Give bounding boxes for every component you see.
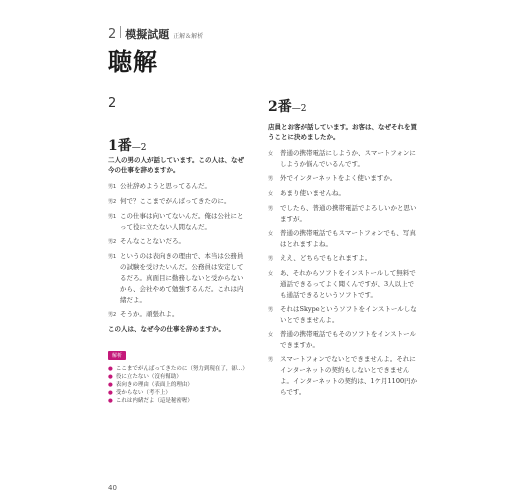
line-text: 普通の携帯電話でもそのソフトをインストールできますか。 xyxy=(280,330,417,349)
speaker-label: 女 xyxy=(268,271,274,277)
line-text: 普通の携帯電話でもスマートフォンでも、写真はとれますよね。 xyxy=(280,229,416,248)
page-title: 聴解 xyxy=(108,47,158,76)
vocab-item xyxy=(108,381,248,389)
analysis-box xyxy=(108,342,248,405)
vocab-text: 表向きの理由（表面上的理由） xyxy=(115,382,193,388)
vocab-text: これは内緒だよ（這是秘密喔） xyxy=(115,398,193,404)
speaker-label: 女 xyxy=(268,191,274,197)
header-divider xyxy=(120,26,121,38)
dialogue-line xyxy=(268,188,418,200)
line-text: そうか。頑張れよ。 xyxy=(120,310,179,318)
dialogue-line xyxy=(268,253,418,265)
question-2-label: 2番 xyxy=(268,99,292,115)
question-1-suffix: —2 xyxy=(131,143,147,153)
speaker-label: 女 xyxy=(268,231,274,237)
vocab-text: 受からない（考不上） xyxy=(115,390,171,396)
question-2-dialogue xyxy=(268,148,418,398)
speaker-label: 男1 xyxy=(108,184,117,190)
bullet-icon: ● xyxy=(108,398,113,404)
dialogue-line xyxy=(268,304,418,326)
vocab-list xyxy=(108,365,248,405)
page-number: 40 xyxy=(108,484,117,492)
speaker-label: 男 xyxy=(268,256,274,262)
line-text: あ、それからソフトをインストールして無料で通話できるってよく聞くんですが、3人以上でも通話できるというソフトです。 xyxy=(280,269,416,299)
section-subtitle: 正解＆解析 xyxy=(173,33,204,40)
question-2-intro: 店員とお客が話しています。お客は、なぜそれを買うことに決めましたか。 xyxy=(268,123,417,141)
vocab-item xyxy=(108,389,248,397)
bullet-icon: ● xyxy=(108,374,113,380)
question-1-intro: 二人の男の人が話しています。この人は、なぜ今の仕事を辞めますか。 xyxy=(108,156,244,174)
speaker-label: 男1 xyxy=(108,254,117,260)
speaker-label: 男 xyxy=(268,307,274,313)
line-text: スマートフォンでないとできませんよ。それにインターネットの契約もしないとできませんよ。インターネットの契約は、1ケ月1100円からです。 xyxy=(280,355,418,396)
question-2-suffix: —2 xyxy=(291,104,307,114)
line-text: この仕事は向いてないんだ。俺は公社にとって役に立たない人間なんだ。 xyxy=(120,212,244,231)
line-text: 公社辞めようと思ってるんだ。 xyxy=(120,182,211,190)
dialogue-line xyxy=(108,309,248,321)
dialogue-line xyxy=(108,211,248,233)
right-column xyxy=(268,96,418,401)
question-2-heading xyxy=(268,96,418,116)
question-group-number: 2 xyxy=(108,96,117,111)
dialogue-line xyxy=(108,236,248,248)
question-1-heading xyxy=(108,135,248,155)
line-text: 何で？ここまでがんばってきたのに。 xyxy=(120,197,231,205)
line-text: ええ、どちらでもとれますよ。 xyxy=(280,254,372,262)
vocab-text: ここまでがんばってきたのに（努力到現在了，卻…） xyxy=(115,366,248,372)
bullet-icon: ● xyxy=(108,382,113,388)
line-text: というのは表向きの理由で、本当は公務員の試験を受けたいんだ。公務員は安定してるだろ。真面目に勤務しないと受からないから、会社やめて勉強するんだ。これは内緒だよ。 xyxy=(120,252,244,304)
section-number: 2 xyxy=(108,27,117,42)
question-1-label: 1番 xyxy=(108,138,132,154)
dialogue-line xyxy=(268,228,418,250)
dialogue-line xyxy=(108,251,248,306)
line-text: 外でインターネットをよく使いますか。 xyxy=(280,174,397,182)
line-text: それはSkypeというソフトをインストールしないとできませんよ。 xyxy=(280,305,417,324)
dialogue-line xyxy=(268,268,418,301)
dialogue-line xyxy=(268,173,418,185)
left-column xyxy=(108,96,248,405)
speaker-label: 男 xyxy=(268,176,274,182)
vocab-item xyxy=(108,397,248,405)
vocab-item xyxy=(108,373,248,381)
dialogue-line xyxy=(268,148,418,170)
dialogue-line xyxy=(108,181,248,193)
section-title: 模擬試題 xyxy=(125,28,170,41)
dialogue-line xyxy=(108,196,248,208)
speaker-label: 男 xyxy=(268,357,274,363)
speaker-label: 男2 xyxy=(108,312,117,318)
vocab-item xyxy=(108,365,248,373)
speaker-label: 女 xyxy=(268,332,274,338)
question-1-question: この人は、なぜ今の仕事を辞めますか。 xyxy=(108,325,225,333)
vocab-text: 役に立たない（沒有幫助） xyxy=(115,374,182,380)
speaker-label: 男1 xyxy=(108,214,117,220)
line-text: でしたら、普通の携帯電話でよろしいかと思いますが。 xyxy=(280,204,417,223)
line-text: あまり使いませんね。 xyxy=(280,189,345,197)
line-text: そんなことないだろ。 xyxy=(120,237,185,245)
bullet-icon: ● xyxy=(108,390,113,396)
analysis-tag: 解析 xyxy=(108,351,126,360)
line-text: 普通の携帯電話にしようか、スマートフォンにしようか悩んでいるんです。 xyxy=(280,149,416,168)
dialogue-line xyxy=(268,354,418,398)
speaker-label: 男2 xyxy=(108,239,117,245)
question-1-dialogue xyxy=(108,181,248,321)
dialogue-line xyxy=(268,203,418,225)
speaker-label: 男2 xyxy=(108,199,117,205)
section-header xyxy=(108,26,203,42)
dialogue-line xyxy=(268,329,418,351)
speaker-label: 女 xyxy=(268,151,274,157)
bullet-icon: ● xyxy=(108,366,113,372)
speaker-label: 男 xyxy=(268,206,274,212)
